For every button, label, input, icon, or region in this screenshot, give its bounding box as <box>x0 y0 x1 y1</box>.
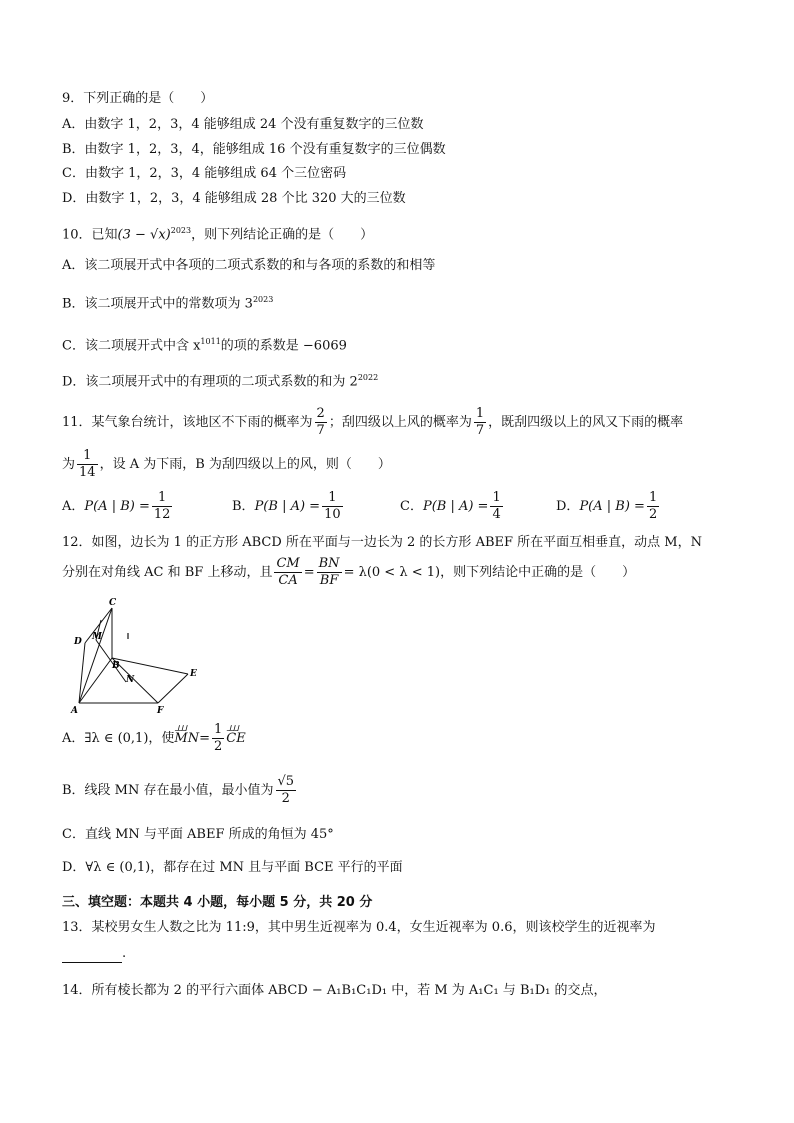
option-fraction <box>490 490 502 523</box>
section-3-heading: 三、填空题：本题共 4 小题，每小题 5 分，共 20 分 <box>62 895 373 910</box>
q11-option-d <box>556 490 661 524</box>
fraction-numerator: BN <box>318 556 340 571</box>
edge-fe <box>158 674 188 703</box>
fraction-denominator: 2 <box>213 739 223 754</box>
fraction-denominator: BF <box>319 573 339 588</box>
option-expression: P(A | B) = <box>579 499 645 514</box>
q12-line-1: 12．如图，边长为 1 的正方形 ABCD 所在平面与一边长为 2 的长方形 ABEF 所在平面互相垂直，动点 M，N <box>62 535 702 550</box>
q12-text-2: = λ(0 < λ < 1)，则下列结论中正确的是（ ） <box>343 565 636 580</box>
fraction-denominator: 10 <box>324 507 341 522</box>
fraction-denominator: 2 <box>648 507 658 522</box>
q13-answer-line <box>62 945 126 963</box>
q10-c-text: C．该二项展开式中含 x <box>62 338 201 354</box>
q9-option-c: C．由数字 1，2，3，4 能够组成 64 个三位密码 <box>62 166 347 181</box>
fraction-denominator: 7 <box>316 423 325 438</box>
fraction-denominator: 7 <box>475 423 485 438</box>
option-expression: P(A | B) = <box>84 499 150 514</box>
q11-option-b <box>232 490 345 524</box>
vector-ce: ᒧᒧᒧ CE <box>226 722 245 756</box>
q11-line-2 <box>62 448 391 482</box>
q10-option-a: A．该二项展开式中各项的二项式系数的和与各项的系数的和相等 <box>62 258 436 273</box>
q10-c-suffix: 的项的系数是 −6069 <box>220 338 347 354</box>
q12-fraction-cm-ca <box>274 556 301 589</box>
fraction-denominator: CA <box>278 573 298 588</box>
label-f: F <box>157 706 164 716</box>
label-a: A <box>71 706 78 716</box>
q13-period: . <box>122 946 127 961</box>
label-d: D <box>74 637 82 647</box>
fraction-denominator: 14 <box>79 465 96 480</box>
fraction-numerator: 1 <box>648 490 658 505</box>
q10-b-power: 2023 <box>252 295 274 304</box>
q12-geometry-figure <box>68 598 208 718</box>
q10-option-b <box>62 291 273 313</box>
q9-option-b: B．由数字 1，2，3，4，能够组成 16 个没有重复数字的三位偶数 <box>62 142 446 157</box>
q10-c-power: 1011 <box>200 337 221 346</box>
q12-b-text: B．线段 MN 存在最小值，最小值为 <box>62 783 274 798</box>
option-label: A． <box>62 499 85 514</box>
q9-option-d: D．由数字 1，2，3，4 能够组成 28 个比 320 大的三位数 <box>62 191 406 206</box>
fraction-numerator: 1 <box>77 448 98 465</box>
fraction-numerator: 2 <box>316 406 325 421</box>
q12-fraction-bn-bf <box>317 556 342 589</box>
fraction-denominator: 12 <box>153 507 171 522</box>
q10-power: 2023 <box>170 226 192 235</box>
q12-option-a <box>62 722 246 756</box>
answer-blank[interactable] <box>62 950 122 963</box>
q12-text-1: 分别在对角线 AC 和 BF 上移动，且 <box>62 565 273 580</box>
q11-text-1: 11．某气象台统计，该地区不下雨的概率为 <box>62 415 313 430</box>
q10-b-text: B．该二项展开式中的常数项为 3 <box>62 296 253 312</box>
fraction-numerator: 1 <box>152 490 173 507</box>
fraction-numerator: √5 <box>277 774 295 789</box>
option-fraction <box>322 490 343 523</box>
q10-prefix: 10．已知 <box>62 227 118 243</box>
option-label: D． <box>556 499 580 514</box>
label-c: C <box>109 598 117 608</box>
q11-option-a <box>62 490 174 524</box>
half-fraction <box>212 722 224 755</box>
q11-fraction-rain <box>315 406 327 439</box>
fraction-numerator: 1 <box>322 490 343 507</box>
q14-text: 14．所有棱长都为 2 的平行六面体 ABCD − A₁B₁C₁D₁ 中，若 M 为 A₁C₁ 与 B₁D₁ 的交点， <box>62 983 607 998</box>
option-fraction <box>152 490 173 523</box>
fraction-numerator: 1 <box>213 722 223 737</box>
q11-text-3: ，既刮四级以上的风又下雨的概率 <box>488 415 684 430</box>
q11-text-2: ；刮四级以上风的概率为 <box>328 415 472 430</box>
edge-ab <box>79 658 112 703</box>
q11-text-5: ，设 A 为下雨，B 为刮四级以上的风，则（ ） <box>99 457 391 472</box>
option-expression: P(B | A) = <box>254 499 321 514</box>
label-b: B <box>112 661 120 671</box>
option-label: C． <box>400 499 423 514</box>
edge-be <box>112 658 188 674</box>
q10-d-power: 2022 <box>357 373 379 382</box>
q10-d-text: D．该二项展开式中的有理项的二项式系数的和为 2 <box>62 374 358 390</box>
q12-option-c: C．直线 MN 与平面 ABEF 所成的角恒为 45° <box>62 827 334 842</box>
q12-line-2: 分别在对角线 AC 和 BF 上移动，且 $\frac{CM}{CA}$ = $\frac{BN}{BF}$ = λ(0 < λ < 1)，则下列结论中正确的是（ ） <box>62 556 636 588</box>
q10-expression: (3 − √x) <box>117 227 171 243</box>
label-e: E <box>190 669 197 679</box>
q12-a-text: A．∃λ ∈ (0,1)，使 <box>62 731 175 746</box>
sqrt5-over-2 <box>276 774 297 807</box>
q11-text-4: 为 <box>62 457 76 472</box>
q9-option-a: A．由数字 1，2，3，4 能够组成 24 个没有重复数字的三位数 <box>62 117 424 132</box>
q12-option-d: D．∀λ ∈ (0,1)，都存在过 MN 且与平面 BCE 平行的平面 <box>62 860 403 875</box>
q11-line-1 <box>62 406 683 440</box>
q11-fraction-wind <box>474 406 486 439</box>
q11-fraction-both <box>77 448 98 481</box>
q10-option-c <box>62 333 347 355</box>
q10-stem <box>62 222 373 244</box>
q10-suffix: ，则下列结论正确的是（ ） <box>191 227 374 243</box>
fraction-numerator: 1 <box>492 490 501 505</box>
q10-option-d <box>62 369 378 391</box>
option-fraction <box>647 490 659 523</box>
q12-option-b <box>62 774 298 808</box>
q11-option-c <box>400 490 505 524</box>
label-n: N <box>126 675 135 685</box>
label-m: M <box>92 632 102 642</box>
vector-mn: ᒧᒧᒧ MN <box>174 722 199 756</box>
option-expression: P(B | A) = <box>422 499 489 514</box>
fraction-denominator: 4 <box>492 507 501 522</box>
fraction-denominator: 2 <box>281 791 290 806</box>
option-label: B． <box>232 499 255 514</box>
segment-mn <box>96 640 126 682</box>
equals-sign: = <box>199 731 210 746</box>
q9-stem: 9．下列正确的是（ ） <box>62 91 214 106</box>
q13-text: 13．某校男女生人数之比为 11:9，其中男生近视率为 0.4，女生近视率为 0.6，则该校学生的近视率为 <box>62 920 656 935</box>
fraction-numerator: CM <box>276 556 300 571</box>
fraction-numerator: 1 <box>475 406 485 421</box>
